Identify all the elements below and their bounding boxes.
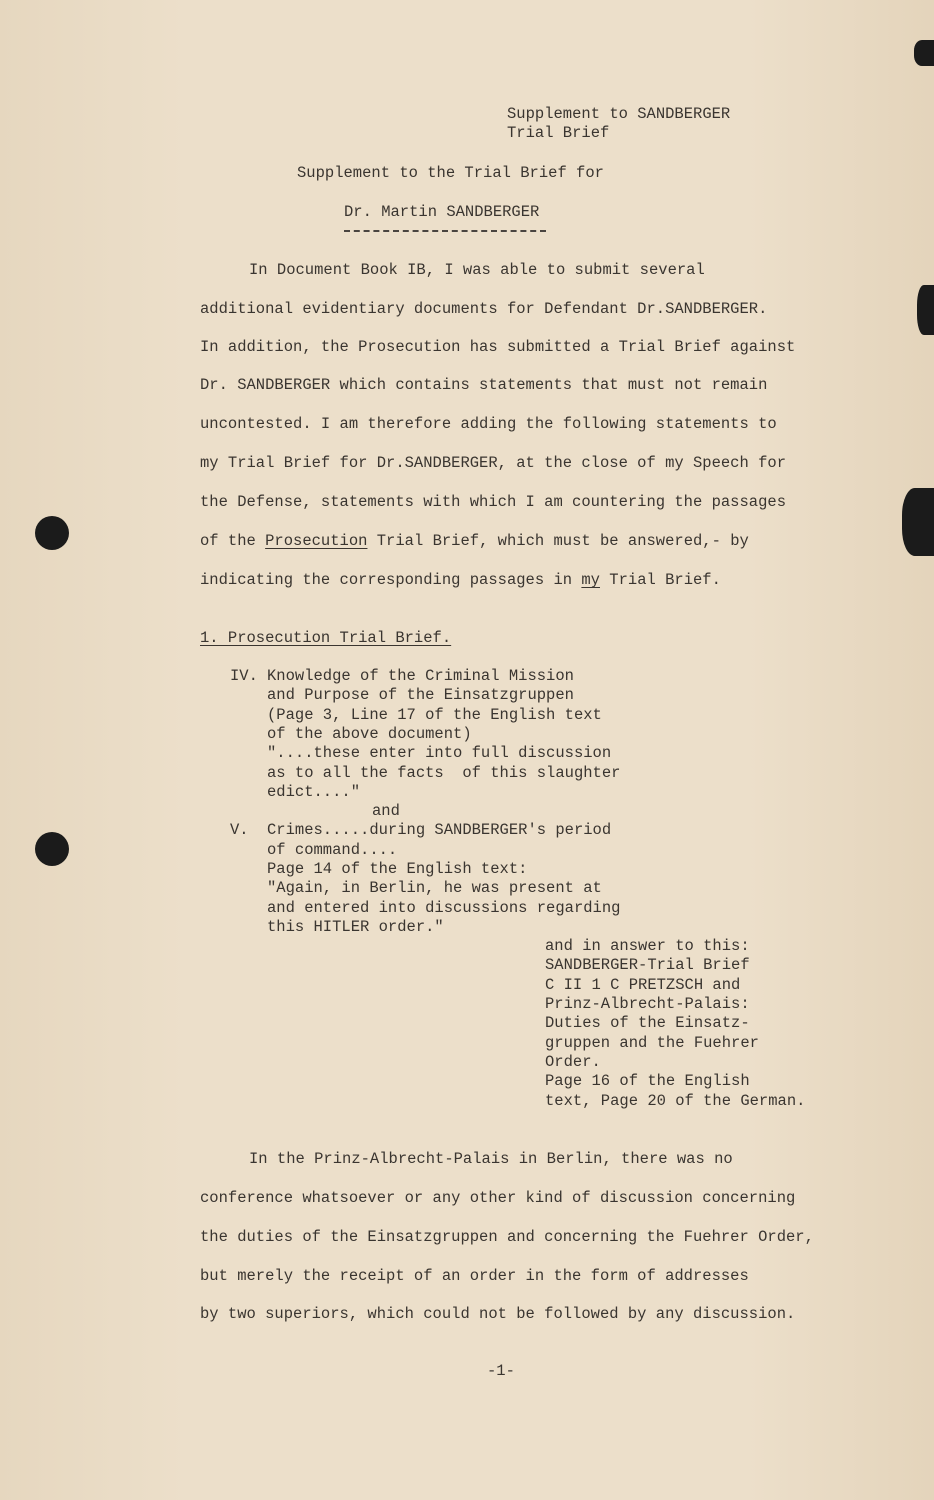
closing-line: the duties of the Einsatzgruppen and concerning the Fuehrer Order, <box>200 1228 814 1246</box>
item-v-line: "Again, in Berlin, he was present at <box>267 879 602 897</box>
intro-line: additional evidentiary documents for Defendant Dr.SANDBERGER. <box>200 300 768 318</box>
punch-hole-top <box>35 516 69 550</box>
intro-line: uncontested. I am therefore adding the following statements to <box>200 415 777 433</box>
my-underlined: my <box>581 571 600 589</box>
intro-line: my Trial Brief for Dr.SANDBERGER, at the close of my Speech for <box>200 454 786 472</box>
punch-hole-bottom <box>35 832 69 866</box>
item-v-line: and entered into discussions regarding <box>267 899 621 917</box>
answer-line: SANDBERGER-Trial Brief <box>545 956 750 974</box>
item-iv-line: of the above document) <box>267 725 472 743</box>
item-v-line: this HITLER order." <box>267 918 444 936</box>
binding-notch-3 <box>902 488 934 556</box>
section-heading: 1. Prosecution Trial Brief. <box>200 629 452 647</box>
prosecution-underlined: Prosecution <box>265 532 368 550</box>
intro-text: of the <box>200 532 266 550</box>
item-iv-numeral: IV. <box>230 667 258 685</box>
answer-line: Order. <box>545 1053 601 1071</box>
closing-line: conference whatsoever or any other kind of discussion concerning <box>200 1189 796 1207</box>
intro-line <box>200 532 749 551</box>
intro-text: Trial Brief, which must be answered,- by <box>367 532 749 550</box>
intro-line: In Document Book IB, I was able to submit several <box>249 261 705 279</box>
supplement-header-line1: Supplement to SANDBERGER <box>507 105 731 123</box>
item-v-line: Page 14 of the English text: <box>267 860 528 878</box>
item-iv-line: Knowledge of the Criminal Mission <box>267 667 574 685</box>
intro-line: Dr. SANDBERGER which contains statements that must not remain <box>200 376 768 394</box>
item-iv-line: edict...." <box>267 783 361 801</box>
title-underline <box>344 230 546 232</box>
item-iv-line: and Purpose of the Einsatzgruppen <box>267 686 574 704</box>
intro-text: Trial Brief. <box>599 571 721 589</box>
supplement-header-line2: Trial Brief <box>507 124 610 142</box>
answer-line: text, Page 20 of the German. <box>545 1092 806 1110</box>
item-iv-line: (Page 3, Line 17 of the English text <box>267 706 602 724</box>
answer-line: C II 1 C PRETZSCH and <box>545 976 741 994</box>
item-v-line: of command.... <box>267 841 398 859</box>
answer-line: and in answer to this: <box>545 937 750 955</box>
answer-line: Page 16 of the English <box>545 1072 750 1090</box>
answer-line: Prinz-Albrecht-Palais: <box>545 995 750 1013</box>
title-line2: Dr. Martin SANDBERGER <box>344 203 540 221</box>
binding-notch-2 <box>917 285 934 335</box>
item-iv-line: as to all the facts of this slaughter <box>267 764 621 782</box>
intro-text: indicating the corresponding passages in <box>200 571 582 589</box>
page-number: -1- <box>487 1362 515 1380</box>
closing-line: but merely the receipt of an order in the form of addresses <box>200 1267 749 1285</box>
intro-line <box>200 571 721 590</box>
connector-and: and <box>372 802 400 820</box>
title-line1: Supplement to the Trial Brief for <box>297 164 604 182</box>
item-iv-line: "....these enter into full discussion <box>267 744 612 762</box>
answer-line: Duties of the Einsatz- <box>545 1014 750 1032</box>
closing-line: by two superiors, which could not be followed by any discussion. <box>200 1305 796 1323</box>
item-v-numeral: V. <box>230 821 249 839</box>
intro-line: In addition, the Prosecution has submitted a Trial Brief against <box>200 338 796 356</box>
closing-line: In the Prinz-Albrecht-Palais in Berlin, there was no <box>249 1150 733 1168</box>
binding-notch-1 <box>914 40 934 66</box>
answer-line: gruppen and the Fuehrer <box>545 1034 759 1052</box>
item-v-line: Crimes.....during SANDBERGER's period <box>267 821 612 839</box>
intro-line: the Defense, statements with which I am countering the passages <box>200 493 786 511</box>
